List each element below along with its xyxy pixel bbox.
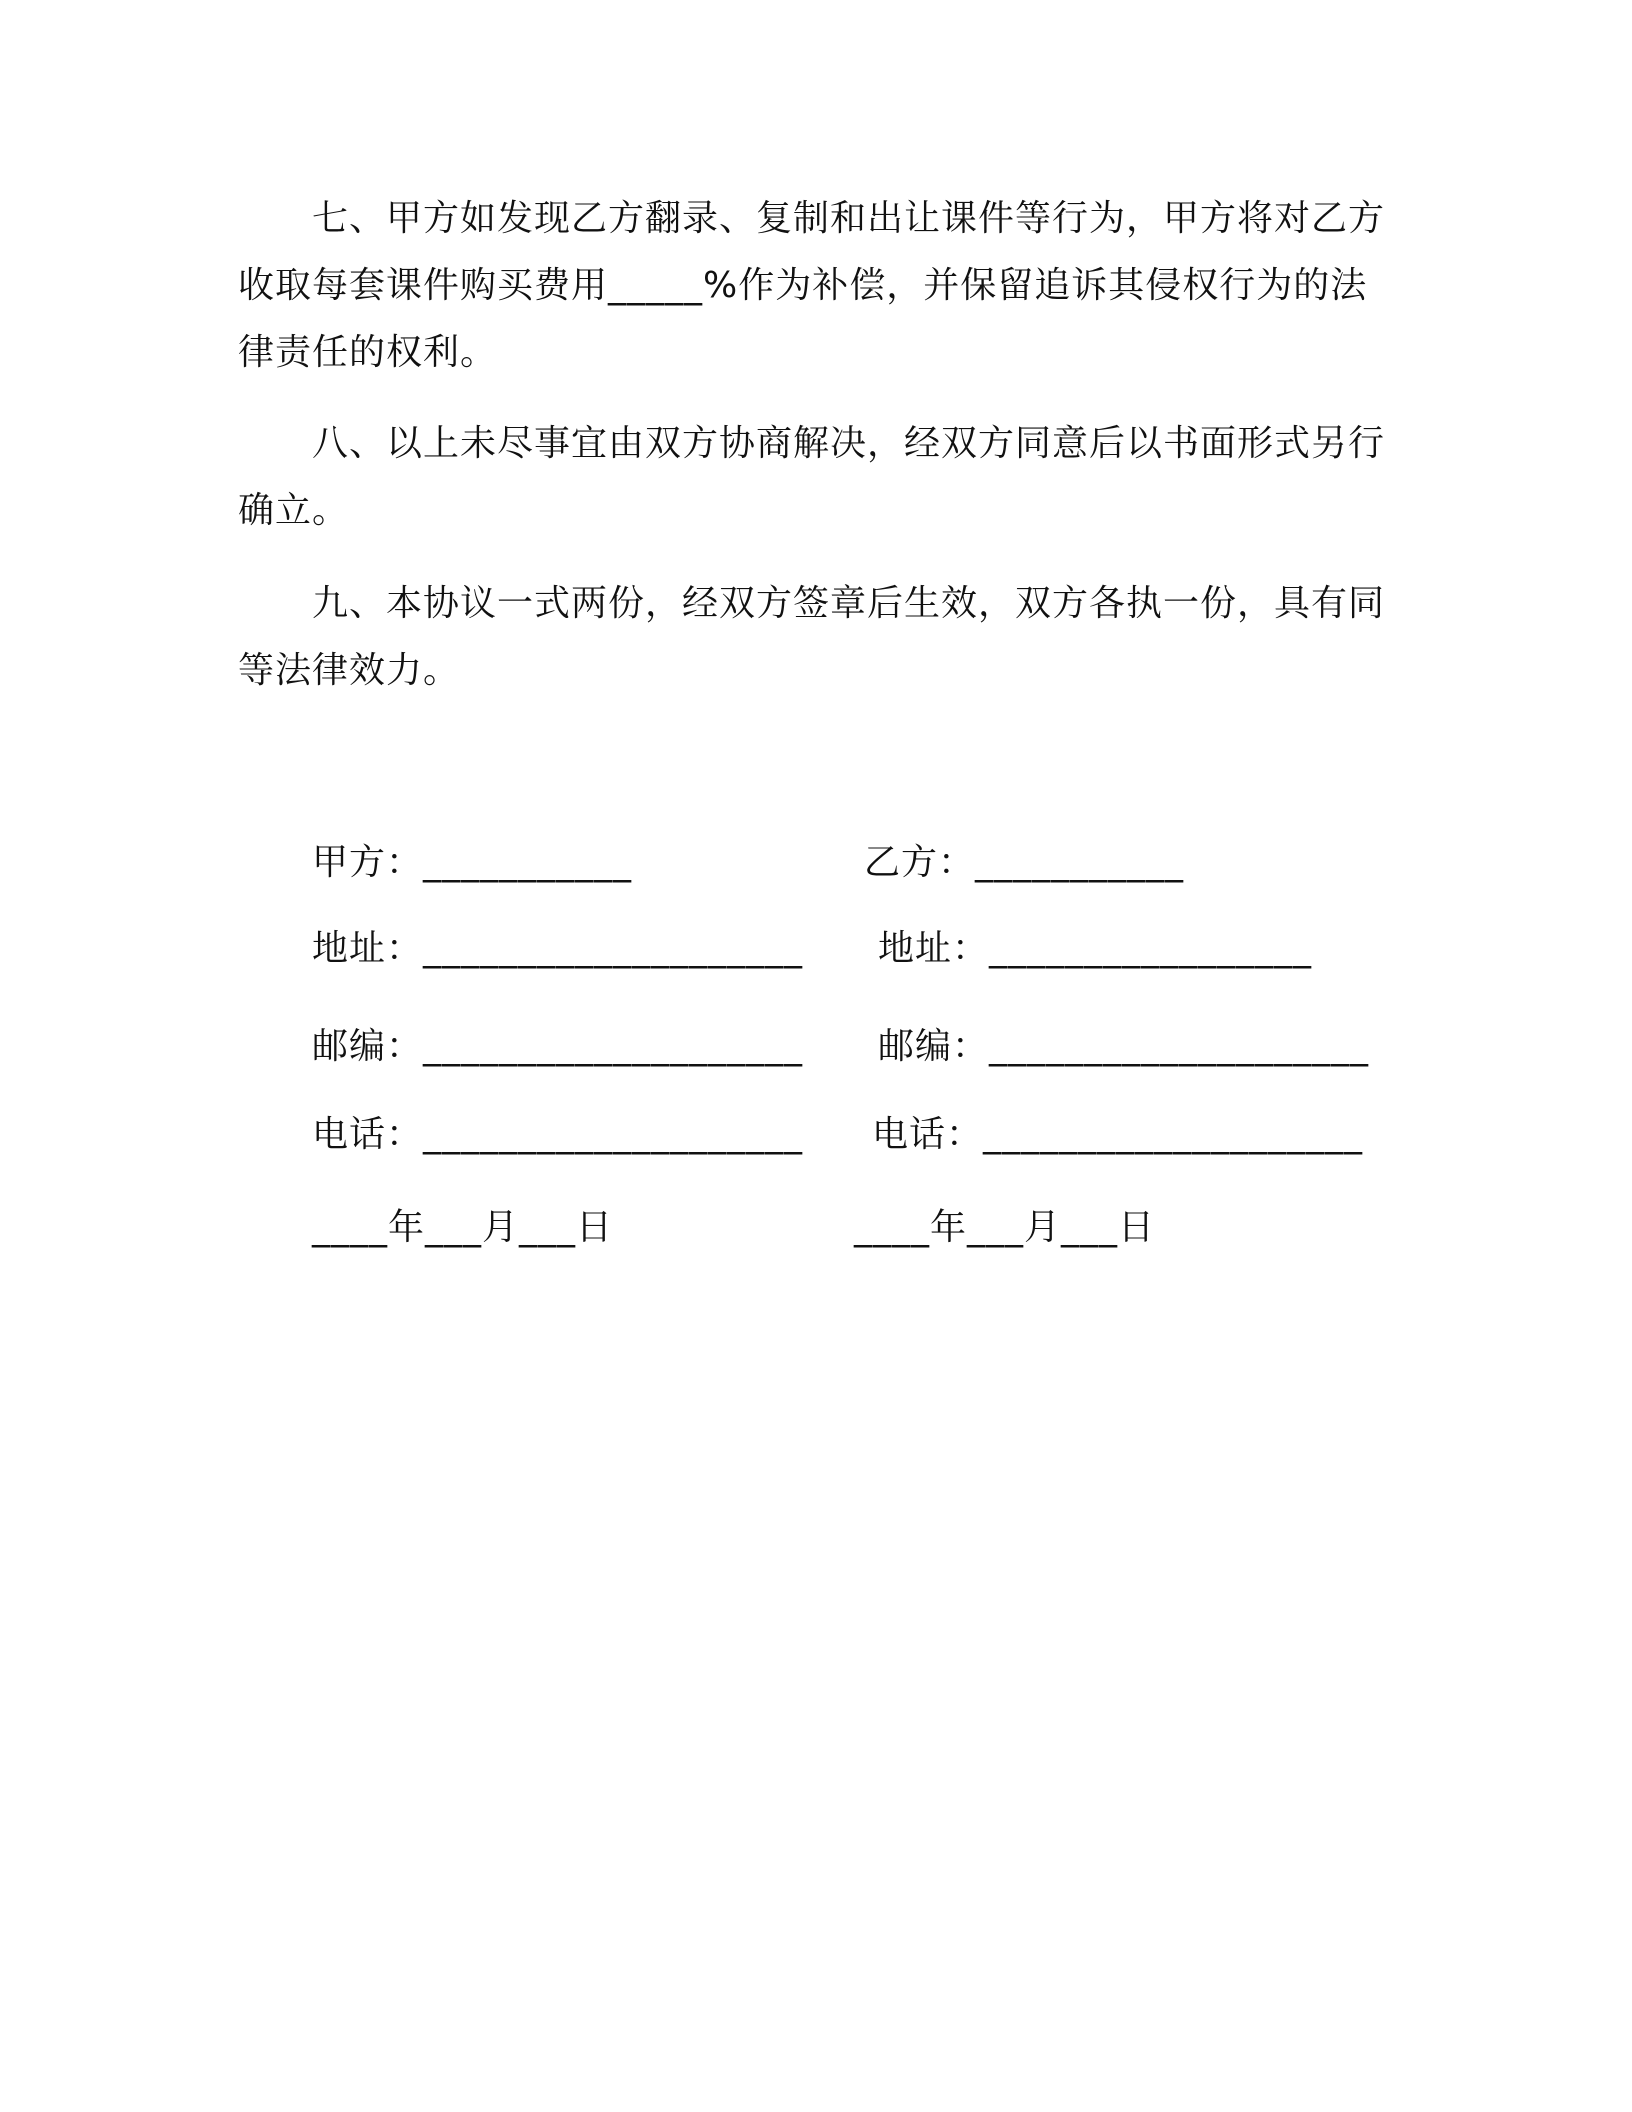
party-a-date-field: ____年___月___日 [312,1207,614,1248]
party-a-address-field: 地址：____________________ [312,928,804,969]
clause-seven: 七、甲方如发现乙方翻录、复制和出让课件等行为，甲方将对乙方收取每套课件购买费用_____%作为补偿，并保留追诉其侵权行为的法律责任的权利。 [238,198,1386,373]
party-b-phone-field: 电话：____________________ [872,1114,1364,1155]
clause-nine: 九、本协议一式两份，经双方签章后生效，双方各执一份，具有同等法律效力。 [238,583,1386,691]
clause-eight: 八、以上未尽事宜由双方协商解决，经双方同意后以书面形式另行确立。 [238,423,1386,531]
party-a-name-field: 甲方：___________ [312,842,633,883]
party-b-address-field: 地址：_________________ [878,928,1313,969]
party-a-phone-field: 电话：____________________ [312,1114,804,1155]
party-b-name-field: 乙方：___________ [864,842,1185,883]
party-a-postcode-field: 邮编：____________________ [312,1026,804,1067]
party-b-postcode-field: 邮编：____________________ [878,1026,1370,1067]
party-b-date-field: ____年___月___日 [854,1207,1156,1248]
